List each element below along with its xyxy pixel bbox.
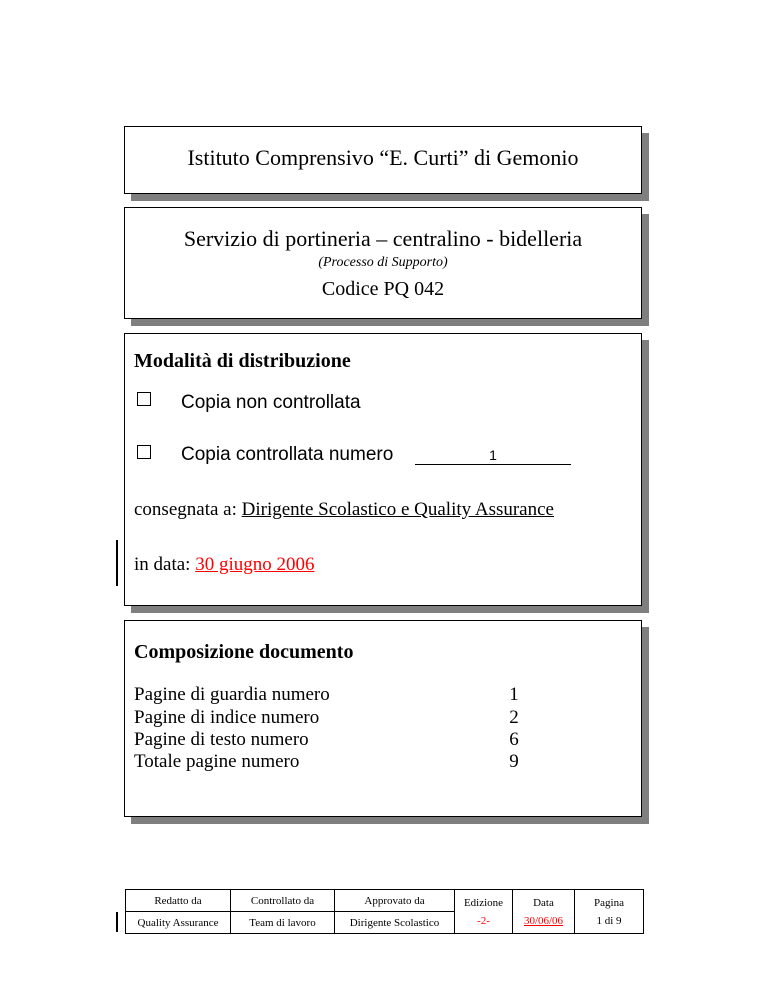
date-label: in data: [134,554,196,575]
composition-row-label: Pagine di indice numero [134,707,320,728]
institute-box [124,126,642,194]
service-title: Servizio di portineria – centralino - bidelleria [183,226,583,251]
uncontrolled-copy-checkbox[interactable] [137,392,151,406]
footer-table [125,889,644,934]
footer-header-edition: Edizione [463,896,504,909]
distribution-heading: Modalità di distribuzione [134,350,351,372]
composition-row-value: 1 [509,684,519,705]
composition-row-label: Pagine di guardia numero [134,684,330,705]
footer-date-cell [513,890,575,934]
composition-row-label: Pagine di testo numero [134,729,309,750]
footer-edition-value: -2- [477,914,490,927]
institute-title: Istituto Comprensivo “E. Curti” di Gemonio [187,145,579,170]
composition-row [134,751,534,773]
footer-checked-value: Team di lavoro [231,912,335,934]
date-line [134,554,314,576]
controlled-copy-checkbox[interactable] [137,445,151,459]
document-code: Codice PQ 042 [321,278,445,300]
uncontrolled-copy-label: Copia non controllata [181,392,361,413]
composition-row-value: 6 [509,729,519,750]
footer-revision-bar [116,912,118,932]
footer-header-checked: Controllato da [231,890,335,912]
composition-row [134,707,534,729]
footer-header-page: Pagina [594,896,624,909]
composition-row-value: 2 [509,707,519,728]
composition-row-label: Totale pagine numero [134,751,300,772]
distribution-box [124,333,642,606]
composition-box [124,620,642,817]
footer-date-value: 30/06/06 [523,914,564,927]
footer-header-author: Redatto da [126,890,231,912]
composition-row [134,684,534,706]
footer-edition-cell [455,890,513,934]
delivered-to-value: Dirigente Scolastico e Quality Assurance [241,499,554,520]
footer-header-date: Data [533,896,554,909]
footer-header-approved: Approvato da [335,890,455,912]
date-value: 30 giugno 2006 [195,554,315,575]
revision-bar [116,540,118,586]
composition-row-value: 9 [509,751,519,772]
delivered-to-line [134,499,554,521]
footer-page-cell [575,890,644,934]
copy-number-field: 1 [415,442,571,465]
footer-author-value: Quality Assurance [126,912,231,934]
controlled-copy-label: Copia controllata numero [181,444,394,465]
service-box [124,207,642,319]
footer-approved-value: Dirigente Scolastico [335,912,455,934]
composition-row [134,729,534,751]
composition-heading: Composizione documento [134,641,354,663]
footer-header-row [126,890,644,912]
delivered-to-label: consegnata a: [134,499,242,520]
service-subtitle: (Processo di Supporto) [318,255,448,270]
footer-page-value: 1 di 9 [596,914,622,927]
